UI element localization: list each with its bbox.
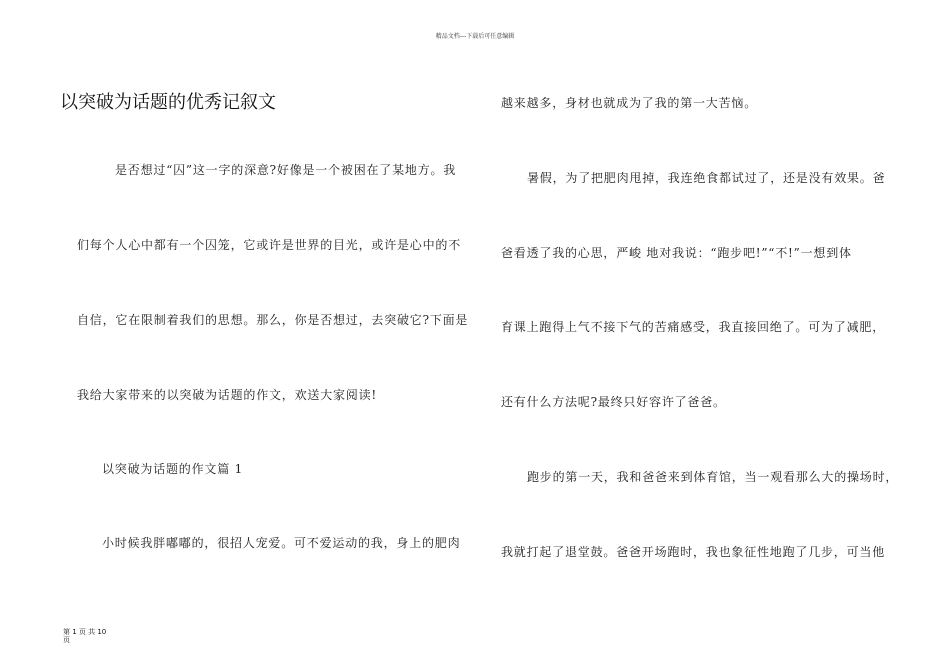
section-heading: 以突破为话题的作文篇 1	[102, 462, 244, 476]
paragraph-line: 暑假，为了把肥肉甩掉，我连绝食都试过了，还是没有效果。爸	[527, 171, 886, 185]
paragraph-line: 们每个人心中都有一个囚笼，它或许是世界的目光，或许是心中的不	[77, 238, 462, 252]
paragraph-line: 爸看透了我的心思，严峻 地对我说：“跑步吧!”“不!”一想到体	[501, 246, 852, 260]
paragraph-line: 越来越多，身材也就成为了我的第一大苦恼。	[501, 96, 758, 110]
page-header: 精品文档---下载后可任意编辑	[435, 33, 515, 40]
paragraph-line: 我给大家带来的以突破为话题的作文，欢送大家阅读!	[77, 388, 378, 402]
paragraph-line: 是否想过“囚”这一字的深意?好像是一个被困在了某地方。我	[115, 163, 457, 177]
paragraph-line: 小时候我胖嘟嘟的，很招人宠爱。可不爱运动的我，身上的肥肉	[102, 536, 461, 550]
paragraph-line: 我就打起了退堂鼓。爸爸开场跑时，我也象征性地跑了几步，可当他	[501, 545, 886, 559]
paragraph-line: 跑步的第一天，我和爸爸来到体育馆，当一观看那么大的操场时，	[527, 470, 899, 484]
paragraph-line: 自信，它在限制着我们的思想。那么，你是否想过，去突破它?下面是	[77, 313, 469, 327]
paragraph-line: 还有什么方法呢?最终只好容许了爸爸。	[501, 395, 726, 409]
document-title: 以突破为话题的优秀记叙文	[60, 92, 276, 113]
paragraph-line: 育课上跑得上气不接下气的苦痛感受，我直接回绝了。可为了减肥，	[501, 320, 886, 334]
page-number: 第 1 页 共 10	[63, 628, 107, 636]
page-footer	[63, 628, 106, 644]
page-number-suffix: 页	[63, 636, 70, 644]
